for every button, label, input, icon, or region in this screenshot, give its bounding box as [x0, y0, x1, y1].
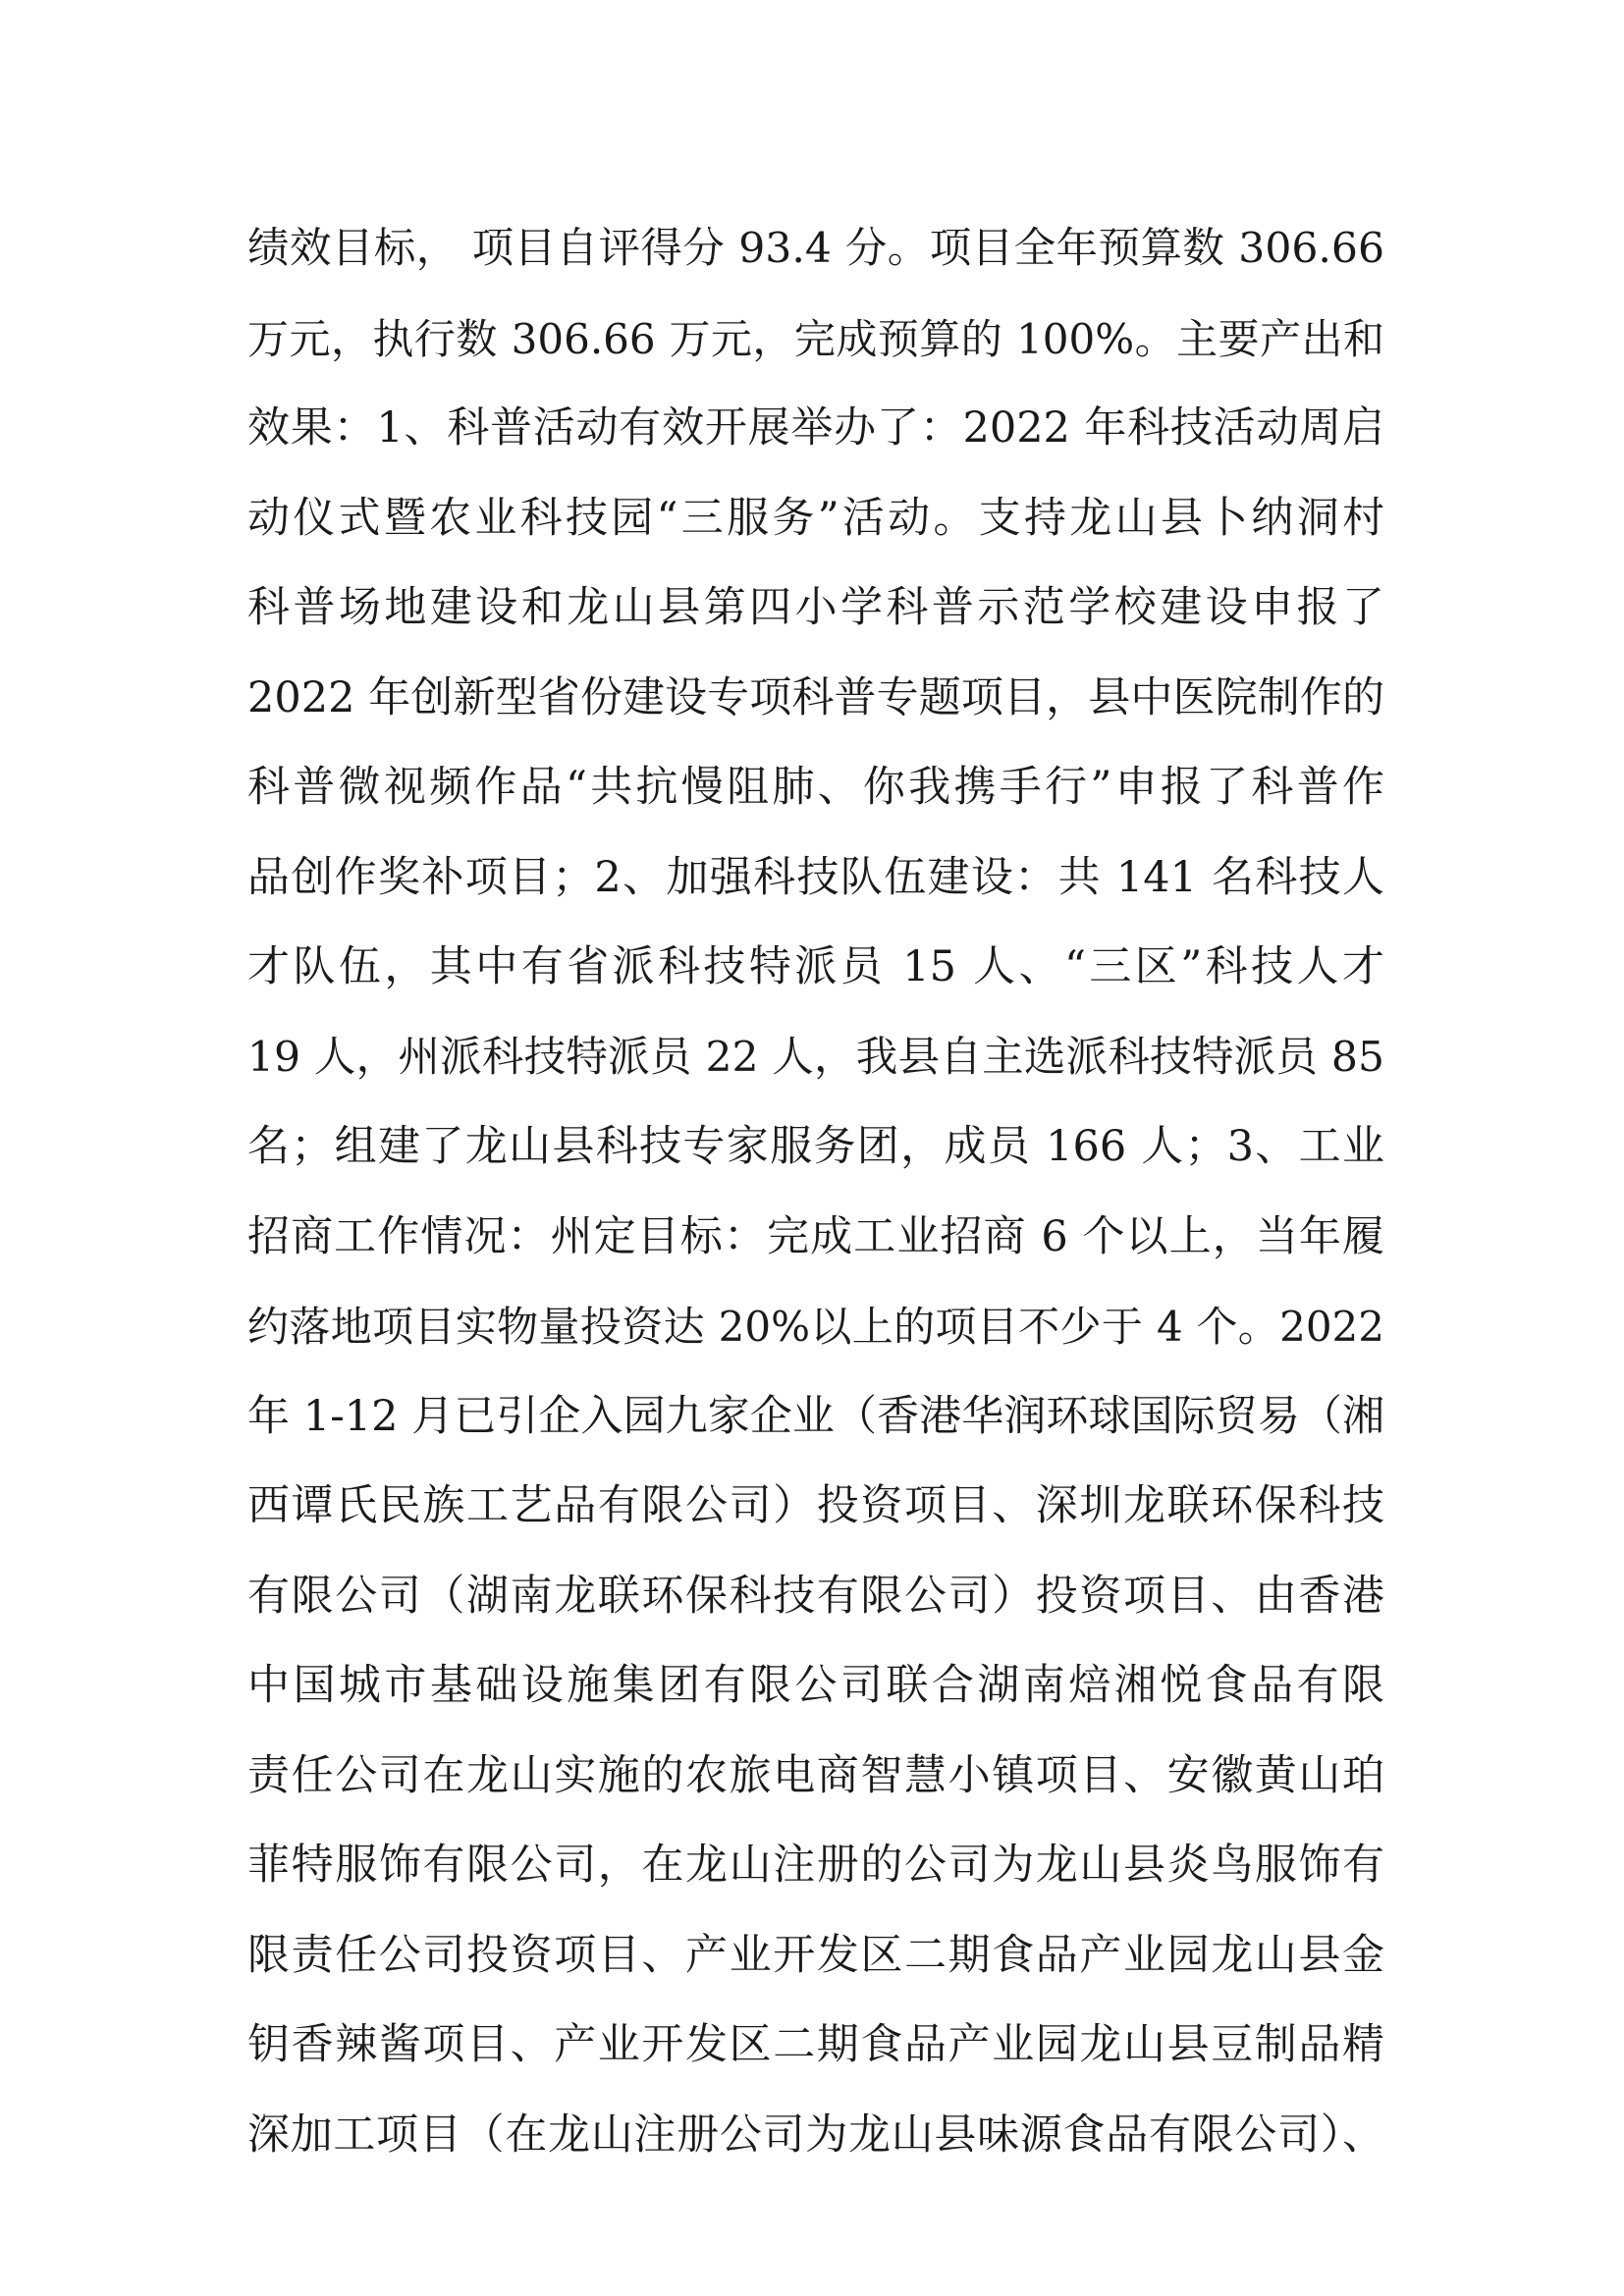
paragraph-line: 年 1-12 月已引企入园九家企业（香港华润环球国际贸易（湘 [247, 1391, 1384, 1441]
paragraph-line: 招商工作情况：州定目标：完成工业招商 6 个以上，当年履 [247, 1211, 1384, 1261]
paragraph-line: 科普场地建设和龙山县第四小学科普示范学校建设申报了 [247, 583, 1384, 632]
paragraph-line: 才队伍，其中有省派科技特派员 15 人、“三区”科技人才 [247, 942, 1384, 991]
paragraph-line: 品创作奖补项目；2、加强科技队伍建设：共 141 名科技人 [247, 852, 1384, 902]
paragraph-line: 科普微视频作品“共抗慢阻肺、你我携手行”申报了科普作 [247, 763, 1384, 812]
paragraph-line: 有限公司（湖南龙联环保科技有限公司）投资项目、由香港 [247, 1571, 1384, 1621]
paragraph-line: 2022 年创新型省份建设专项科普专题项目，县中医院制作的 [247, 672, 1384, 722]
paragraph-line: 责任公司在龙山实施的农旅电商智慧小镇项目、安徽黄山珀 [247, 1750, 1384, 1800]
paragraph-line: 菲特服饰有限公司，在龙山注册的公司为龙山县炎鸟服饰有 [247, 1841, 1384, 1890]
paragraph-line: 中国城市基础设施集团有限公司联合湖南焙湘悦食品有限 [247, 1661, 1384, 1710]
paragraph-line: 绩效目标， 项目自评得分 93.4 分。项目全年预算数 306.66 [247, 225, 1384, 273]
body-paragraph [247, 204, 1384, 2180]
paragraph-line: 19 人，州派科技特派员 22 人，我县自主选派科技特派员 85 [247, 1033, 1384, 1082]
paragraph-line: 动仪式暨农业科技园“三服务”活动。支持龙山县卜纳洞村 [247, 493, 1384, 543]
paragraph-line: 深加工项目（在龙山注册公司为龙山县味源食品有限公司）、 [247, 2109, 1384, 2160]
paragraph-line: 钥香辣酱项目、产业开发区二期食品产业园龙山县豆制品精 [247, 2020, 1384, 2069]
paragraph-line: 西谭氏民族工艺品有限公司）投资项目、深圳龙联环保科技 [247, 1481, 1384, 1530]
paragraph-line: 约落地项目实物量投资达 20%以上的项目不少于 4 个。2022 [247, 1303, 1384, 1351]
paragraph-line: 效果：1、科普活动有效开展举办了：2022 年科技活动周启 [247, 403, 1384, 453]
paragraph-line: 万元，执行数 306.66 万元，完成预算的 100%。主要产出和 [247, 314, 1384, 363]
paragraph-line: 名；组建了龙山县科技专家服务团，成员 166 人；3、工业 [247, 1122, 1384, 1171]
paragraph-line: 限责任公司投资项目、产业开发区二期食品产业园龙山县金 [247, 1930, 1384, 1980]
